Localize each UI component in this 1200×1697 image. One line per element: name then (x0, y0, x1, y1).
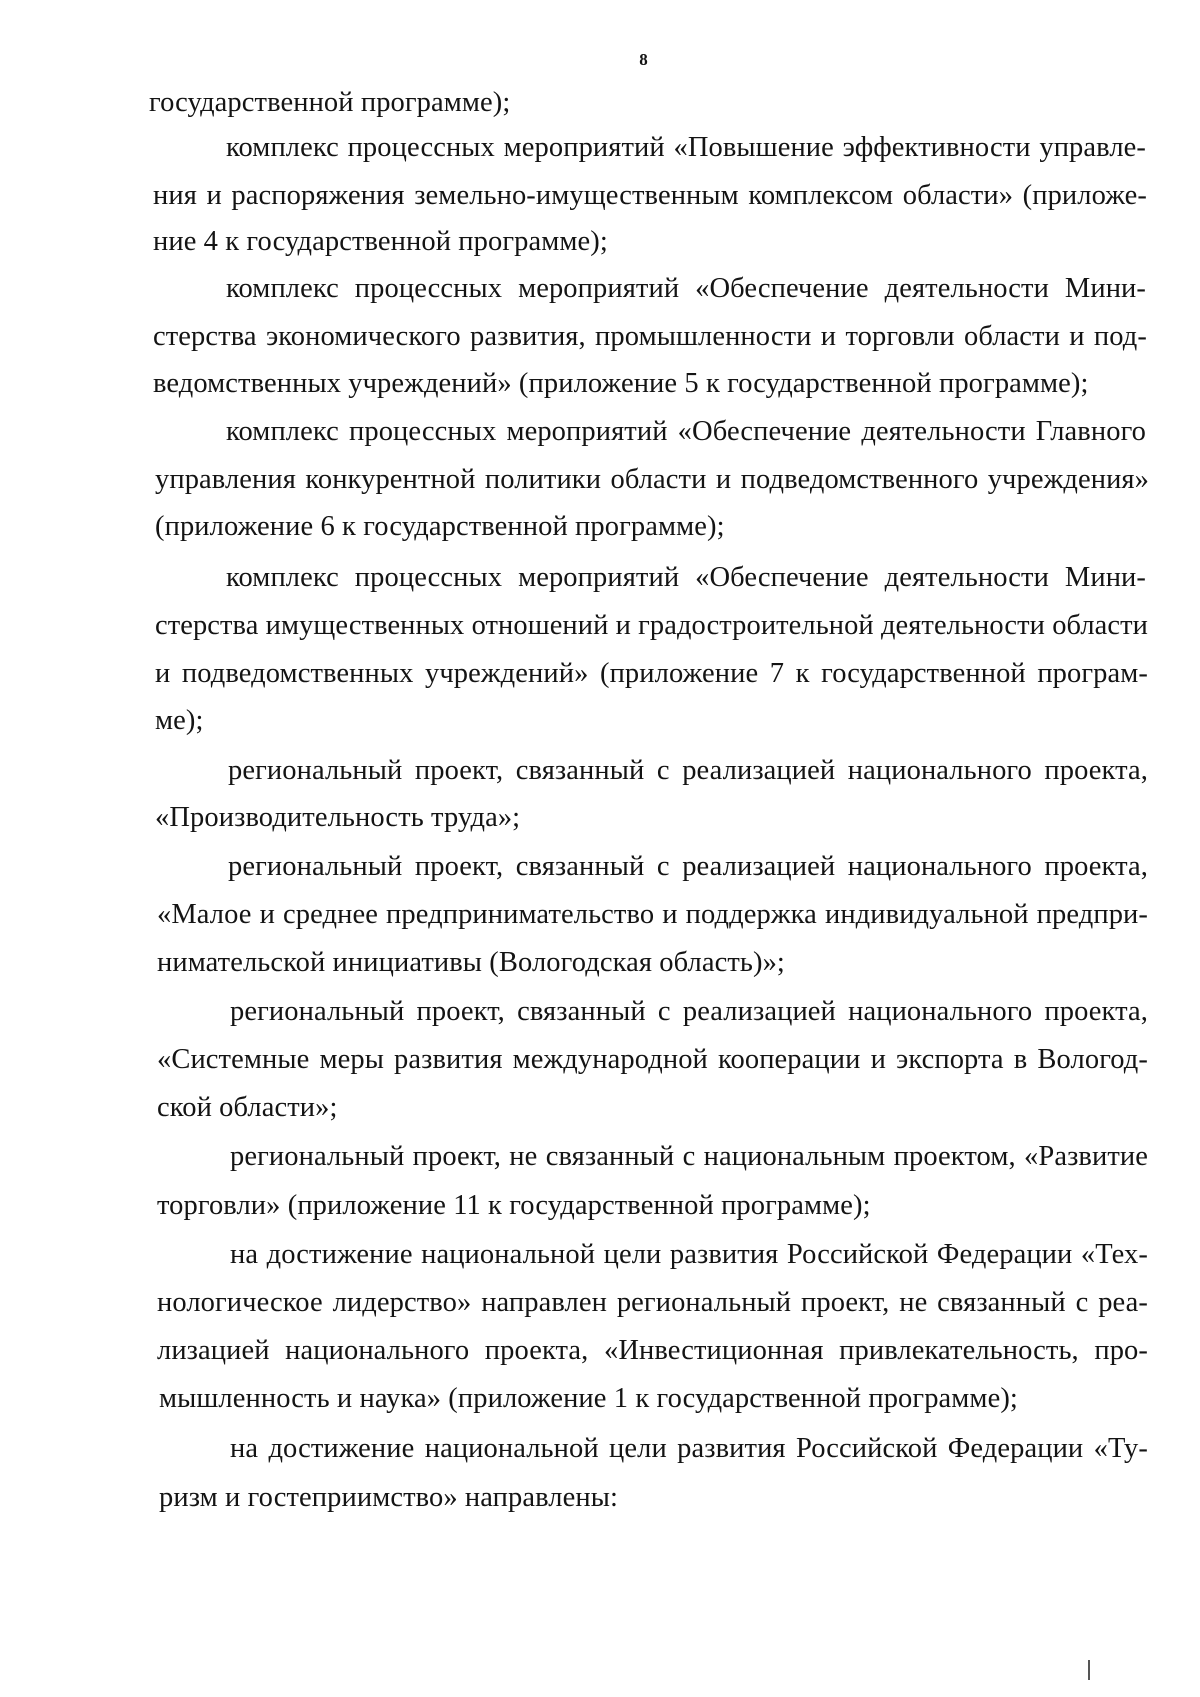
text-line: региональный проект, связанный с реализацией национального проекта, (228, 755, 1148, 786)
text-line: комплекс процессных мероприятий «Обеспечение деятельности Мини- (226, 562, 1146, 593)
page-number: 8 (639, 50, 648, 69)
text-line: нологическое лидерство» направлен региональный проект, не связанный с реа- (157, 1287, 1148, 1318)
text-line: стерства экономического развития, промышленности и торговли области и под- (153, 321, 1147, 352)
text-line: ние 4 к государственной программе); (153, 226, 608, 257)
text-line: государственной программе); (149, 87, 511, 118)
text-line: комплекс процессных мероприятий «Обеспечение деятельности Главного (226, 416, 1146, 447)
text-line: управления конкурентной политики области и подведомственного учреждения» (155, 464, 1149, 495)
text-line: мышленность и наука» (приложение 1 к государственной программе); (159, 1383, 1018, 1414)
text-line: «Системные меры развития международной кооперации и экспорта в Вологод- (157, 1044, 1148, 1075)
text-line: комплекс процессных мероприятий «Повышение эффективности управле- (226, 132, 1146, 163)
text-line: ской области»; (157, 1092, 338, 1123)
text-line: ния и распоряжения земельно-имущественным комплексом области» (приложе- (153, 180, 1147, 211)
text-line: и подведомственных учреждений» (приложение 7 к государственной програм- (155, 658, 1148, 689)
text-line: стерства имущественных отношений и градостроительной деятельности области (155, 610, 1148, 641)
text-line: (приложение 6 к государственной программе); (155, 511, 725, 542)
text-line: на достижение национальной цели развития Российской Федерации «Тех- (230, 1239, 1148, 1270)
text-line: ме); (155, 705, 204, 736)
text-line: комплекс процессных мероприятий «Обеспечение деятельности Мини- (226, 273, 1146, 304)
text-line: «Производительность труда»; (155, 802, 521, 833)
text-line: ведомственных учреждений» (приложение 5 к государственной программе); (153, 368, 1089, 399)
scan-mark (1088, 1660, 1090, 1680)
text-line: «Малое и среднее предпринимательство и поддержка индивидуальной предпри- (157, 899, 1148, 930)
text-line: региональный проект, связанный с реализацией национального проекта, (228, 851, 1148, 882)
text-line: региональный проект, связанный с реализацией национального проекта, (230, 996, 1148, 1027)
text-line: нимательской инициативы (Вологодская область)»; (157, 947, 785, 978)
text-line: региональный проект, не связанный с национальным проектом, «Развитие (230, 1141, 1148, 1172)
text-line: торговли» (приложение 11 к государственной программе); (157, 1190, 871, 1221)
text-line: ризм и гостеприимство» направлены: (159, 1482, 618, 1513)
text-line: на достижение национальной цели развития Российской Федерации «Ту- (230, 1433, 1148, 1464)
text-line: лизацией национального проекта, «Инвестиционная привлекательность, про- (157, 1335, 1148, 1366)
